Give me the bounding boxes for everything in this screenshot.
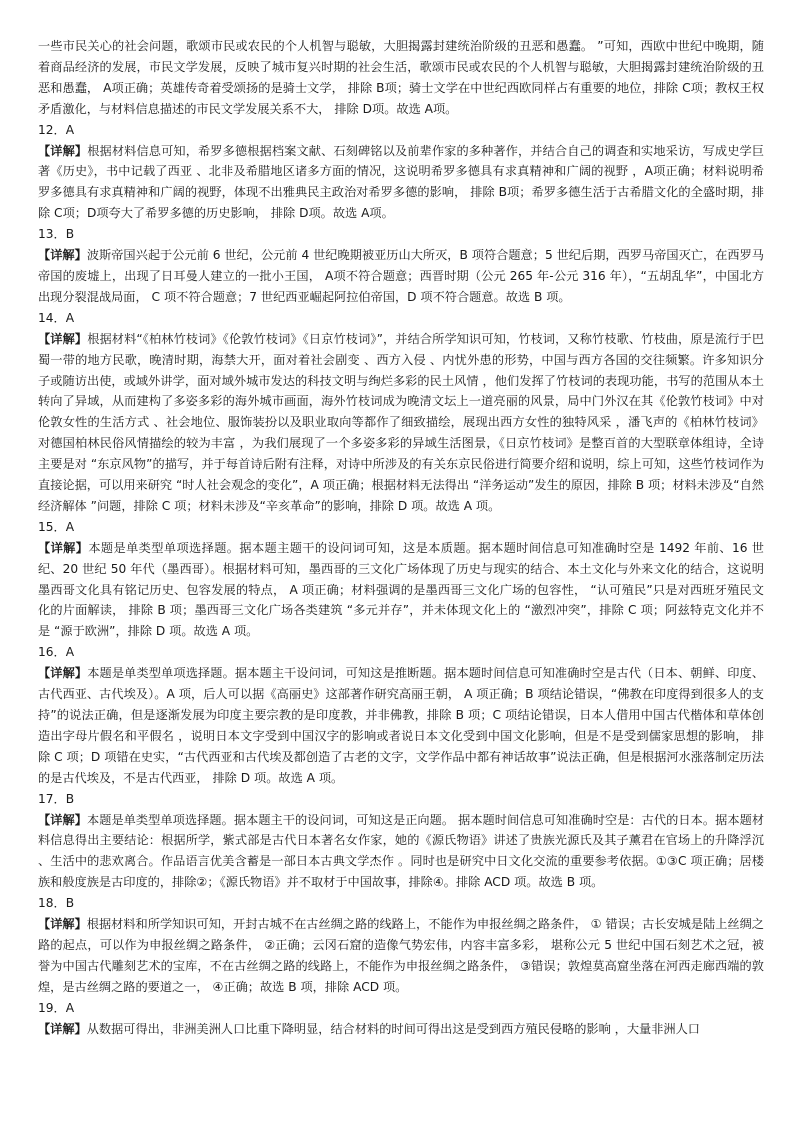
explanation-text: 本题是单类型单项选择题。据本题主干设问词，可知这是推断题。据本题时间信息可知准确时空是古代（日本、朝鲜、印度、古代西亚、古代埃及）。A 项，后人可以据《高丽史》这部著作研究高丽王朝， A 项正确；B 项结论错误，“佛教在印度得到很多人的支持”的说法正确，但是逐渐发展为印度主要宗教的是印度教，并非佛教，排除 B 项；C 项结论错误，日本人借用中国古代楷体和草体创造出字母片假名和平假名 ，说明日本文字受到中国汉字的影响或者说日本文化受到中国文化影响，但是不是受到儒家思想的影响， 排除 C 项；D 项错在史实，“古代西亚和古代埃及都创造了古老的文字，文学作品中都有神话故事”说法正确，但是根据河水涨落制定历法的是古代埃及，不是古代西亚， 排除 D 项。故选 A 项。: [38, 666, 765, 785]
explanation-tag: 【详解】: [38, 248, 87, 263]
answer-list: [38, 120, 764, 1040]
answer-explanation: [38, 810, 764, 894]
answer-number: 17．B: [38, 791, 75, 806]
explanation-tag: 【详解】: [38, 666, 88, 681]
answer-number: 18．B: [38, 896, 75, 911]
explanation-text: 根据材料和所学知识可知，开封古城不在古丝绸之路的线路上，不能作为申报丝绸之路条件， ① 错误；古长安城是陆上丝绸之路的起点，可以作为申报丝绸之路条件， ②正确；云冈石窟的造像气势宏伟，内容丰富多彩， 堪称公元 5 世纪中国石刻艺术之冠，被誉为中国古代雕刻艺术的宝库，不在古丝绸之路的线路上，不能作为申报丝绸之路条件， ③错误；敦煌莫高窟坐落在河西走廊西端的敦煌，是古丝绸之路的要道之一， ④正确；故选 B 项，排除 ACD 项。: [38, 917, 764, 994]
explanation-text: 波斯帝国兴起于公元前 6 世纪，公元前 4 世纪晚期被亚历山大所灭，B 项符合题意；5 世纪后期，西罗马帝国灭亡，在西罗马帝国的废墟上，出现了日耳曼人建立的一批小王国， A项不符合题意；西晋时期（公元 265 年-公元 316 年），“五胡乱华”，中国北方出现分裂混战局面， C 项不符合题意；7 世纪西亚崛起阿拉伯帝国，D 项不符合题意。故选 B 项。: [38, 248, 764, 304]
answer-explanation: [38, 914, 764, 998]
explanation-tag: 【详解】: [38, 331, 88, 346]
explanation-tag: 【详解】: [38, 917, 87, 932]
answer-number: 12．A: [38, 122, 75, 137]
explanation-text: 本题是单类型单项选择题。据本题主题干的设问词可知，这是本质题。据本题时间信息可知准确时空是 1492 年前、16 世纪、20 世纪 50 年代（墨西哥）。根据材料可知，墨西哥的三文化广场体现了历史与现实的结合、本土文化与外来文化的结合，这说明墨西哥文化具有铭记历史、包容发展的特点， A 项正确；材料强调的是墨西哥三文化广场的包容性， “认可殖民”只是对西班牙殖民文化的片面解读， 排除 B 项；墨西哥三文化广场各类建筑 “多元并存”，并未体现文化上的 “激烈冲突”，排除 C 项；阿兹特克文化并不是 “源于欧洲”，排除 D 项。故选 A 项。: [38, 540, 764, 639]
answer-number: 13．B: [38, 227, 75, 242]
answer-explanation: [38, 245, 764, 308]
explanation-text: 本题是单类型单项选择题。据本题主干的设问词，可知这是正向题。 据本题时间信息可知准确时空是：古代的日本。据本题材料信息得出主要结论：根据所学，紫式部是古代日本著名女作家，她的《源氏物语》讲述了贵族光源氏及其子薰君在官场上的升降浮沉 、生活中的悲欢离合。作品语言优美含蓄是一部日本古典文学杰作 。同时也是研究中日文化交流的重要参考依据。①③C 项正确；居楼族和般度族是古印度的，排除②；《源氏物语》并不取材于中国故事，排除④。排除 ACD 项。故选 B 项。: [38, 812, 765, 890]
intro-paragraph: 一些市民关心的社会问题，歌颂市民或农民的个人机智与聪敏，大胆揭露封建统治阶级的丑恶和愚蠢。 ”可知，西欧中世纪中晚期，随着商品经济的发展，市民文学发展，反映了城市复兴时期的社会生活，歌颂市民或农民的个人机智与聪敏，大胆揭露封建统治阶级的丑恶和愚蠢， A项正确；英雄传奇着受颂扬的是骑士文学， 排除 B项；骑士文学在中世纪西欧同样占有重要的地位，排除 C项；教权王权矛盾激化，与材料信息描述的市民文学发展关系不大， 排除 D项。故选 A项。: [38, 39, 764, 116]
explanation-text: 从数据可得出，非洲美洲人口比重下降明显，结合材料的时间可得出这是受到西方殖民侵略的影响 ，大量非洲人口: [86, 1021, 700, 1036]
answer-number: 14．A: [38, 310, 75, 325]
answer-explanation: [38, 141, 764, 225]
answer-number: 15．A: [38, 519, 75, 534]
explanation-tag: 【详解】: [38, 540, 89, 555]
explanation-tag: 【详解】: [38, 143, 88, 158]
explanation-tag: 【详解】: [38, 812, 87, 827]
answer-explanation: [38, 329, 764, 517]
explanation-text: 根据材料信息可知，希罗多德根据档案文献、石刻碑铭以及前辈作家的多种著作，并结合自己的调查和实地采访，写成史学巨著《历史》，书中记载了西亚 、北非及希腊地区诸多方面的情况，这说明希罗多德具有求真精神和广阔的视野 ，A项正确；材料说明希罗多德具有求真精神和广阔的视野，体现不出雅典民主政治对希罗多德的影响， 排除 B项；希罗多德生活于古希腊文化的全盛时期，排除 C项；D项夸大了希罗多德的历史影响， 排除 D项。故选 A项。: [38, 143, 765, 221]
answer-number: 16．A: [38, 645, 75, 660]
answer-explanation: [38, 538, 764, 643]
answer-explanation: [38, 1019, 764, 1040]
answer-explanation: [38, 663, 764, 788]
explanation-text: 根据材料“《柏林竹枝词》《伦敦竹枝词》《日京竹枝词》”，并结合所学知识可知，竹枝词，又称竹枝歌、竹枝曲，原是流行于巴蜀一带的地方民歌，晚清时期，海禁大开，面对着社会剧变 、西方入侵 、内忧外患的形势，中国与西方各国的交往频繁。许多知识分子或随访出使，或域外讲学，面对域外城市发达的科技文明与绚烂多彩的民土风情 ，他们发挥了竹枝词的表现功能，书写的范围从本土转向了异域，从而建构了多姿多彩的海外城市画面，海外竹枝词成为晚清文坛上一道亮丽的风景，局中门外汉在其《伦敦竹枝词》中对伦敦女性的生活方式 、社会地位、服饰装扮以及职业取向等都作了细致描绘，展现出西方女性的独特风采 ，潘飞声的《柏林竹枝词》对德国柏林民俗风情描绘的较为丰富 ，为我们展现了一个多姿多彩的异域生活图景，《日京竹枝词》是整百首的大型联章体组诗，全诗主要是对 “东京风物”的描写，并于每首诗后附有注释，对诗中所涉及的有关东京民俗进行简要介绍和说明，综上可知，这些竹枝词作为直接论据，可以用来研究 “时人社会观念的变化”，A 项正确；根据材料无法得出 “洋务运动”发生的原因，排除 B 项；材料未涉及“自然经济解体 ”问题，排除 C 项；材料未涉及“辛亥革命”的影响，排除 D 项。故选 A 项。: [38, 331, 765, 513]
explanation-tag: 【详解】: [38, 1021, 87, 1036]
answer-number: 19．A: [38, 1000, 75, 1015]
